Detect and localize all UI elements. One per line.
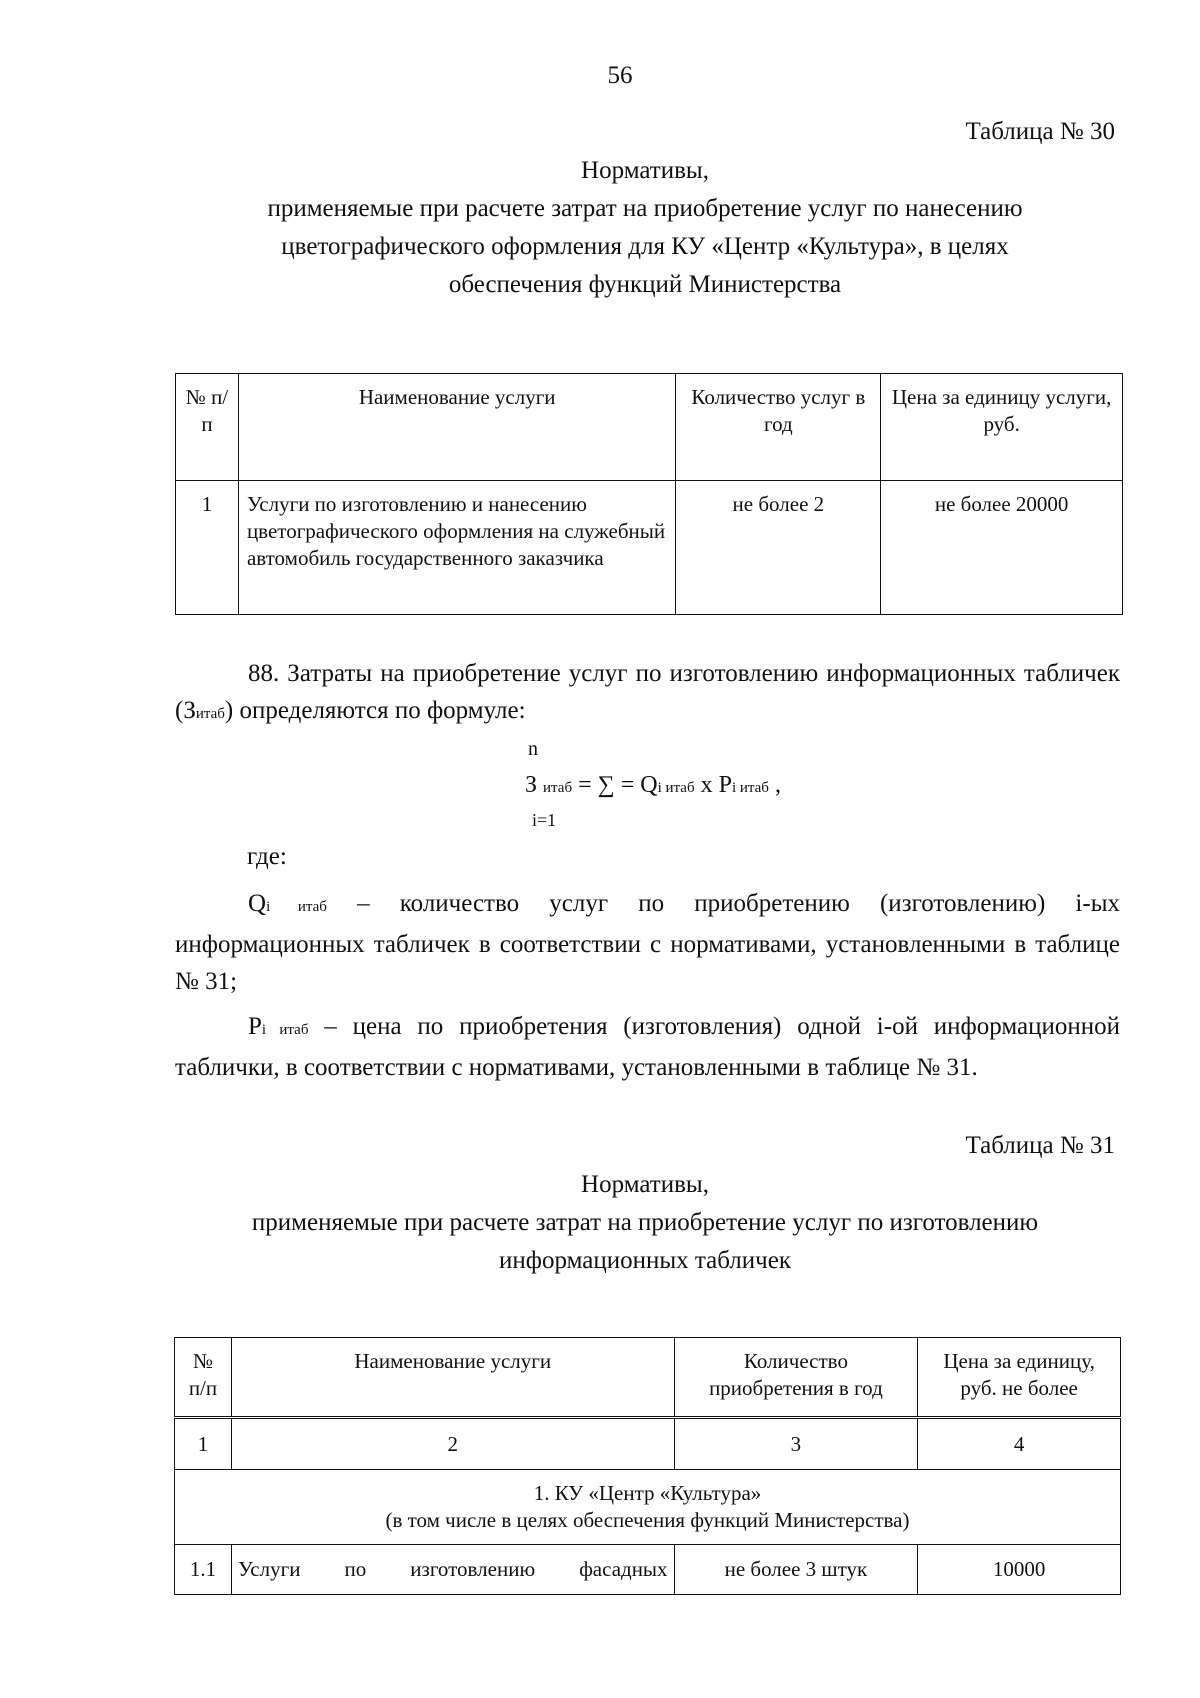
header-name: Наименование услуги: [354, 1349, 552, 1373]
table-30-label: Таблица № 30: [965, 118, 1115, 145]
group-subtitle: (в том числе в целях обеспечения функций Министерства): [385, 1508, 910, 1532]
col-number: 4: [918, 1418, 1121, 1470]
formula-upper-limit: n: [528, 738, 538, 760]
table-31-label: Таблица № 31: [965, 1132, 1115, 1159]
row-qty: не более 3 штук: [674, 1545, 918, 1595]
row-price: не более 20000: [934, 492, 1069, 516]
page-number: 56: [607, 62, 633, 89]
table-header-row: [176, 374, 1123, 481]
group-title: 1. КУ «Центр «Культура»: [533, 1481, 762, 1505]
col-number: 2: [231, 1418, 674, 1470]
title-line: применяемые при расчете затрат на приобретение услуг по изготовлению: [251, 1209, 1039, 1236]
p-definition: Pi итаб – цена по приобретения (изготовления) одной i-ой информационной таблички, в соответствии с нормативами, установленными в таблице № 31.: [175, 1013, 1120, 1081]
header-qty: Количество приобретения в год: [709, 1349, 883, 1400]
title-line: Нормативы,: [581, 1171, 709, 1198]
row-qty: не более 2: [732, 492, 825, 516]
col-number: 3: [674, 1418, 918, 1470]
header-num: № п/п: [188, 1349, 218, 1400]
group-row: [175, 1470, 1121, 1545]
row-name: Услуги по изготовлению фасадных: [237, 1557, 668, 1581]
col-number: 1: [175, 1418, 232, 1470]
table-row: [175, 1545, 1121, 1595]
header-price: Цена за единицу, руб. не более: [943, 1349, 1095, 1400]
table-31: [174, 1337, 1121, 1595]
where-label: где:: [247, 843, 287, 870]
title-line: информационных табличек: [499, 1247, 791, 1274]
table-row: [176, 481, 1123, 615]
table-31-title: [130, 1166, 1160, 1280]
formula: З итаб = ∑ = Qi итаб х Pi итаб ,: [525, 772, 781, 798]
formula-lower-limit: i=1: [532, 810, 557, 830]
header-num: № п/п: [185, 385, 229, 436]
title-line: обеспечения функций Министерства: [448, 271, 842, 298]
row-name: Услуги по изготовлению и нанесению цветографического оформления на служебный автомобиль государственного заказчика: [246, 492, 666, 570]
column-number-row: [175, 1418, 1121, 1470]
header-name: Наименование услуги: [358, 385, 556, 409]
title-line: цветографического оформления для КУ «Центр «Культура», в целях: [281, 233, 1009, 260]
q-definition: Qi итаб – количество услуг по приобретению (изготовлению) i-ых информационных табличек в соответствии с нормативами, установленными в таблице № 31;: [175, 890, 1120, 995]
section-88-paragraph: 88. Затраты на приобретение услуг по изготовлению информационных табличек (Зитаб) определяются по формуле:: [175, 660, 1120, 724]
title-line: Нормативы,: [581, 157, 709, 184]
title-line: применяемые при расчете затрат на приобретение услуг по нанесению: [267, 195, 1023, 222]
row-num: 1.1: [175, 1545, 232, 1595]
row-price: 10000: [918, 1545, 1121, 1595]
table-header-row: [175, 1338, 1121, 1418]
header-price: Цена за единицу услуги, руб.: [891, 385, 1112, 436]
row-num: 1: [201, 492, 213, 516]
header-qty: Количество услуг в год: [691, 385, 866, 436]
table-30: [175, 373, 1123, 615]
table-30-title: [130, 152, 1160, 304]
